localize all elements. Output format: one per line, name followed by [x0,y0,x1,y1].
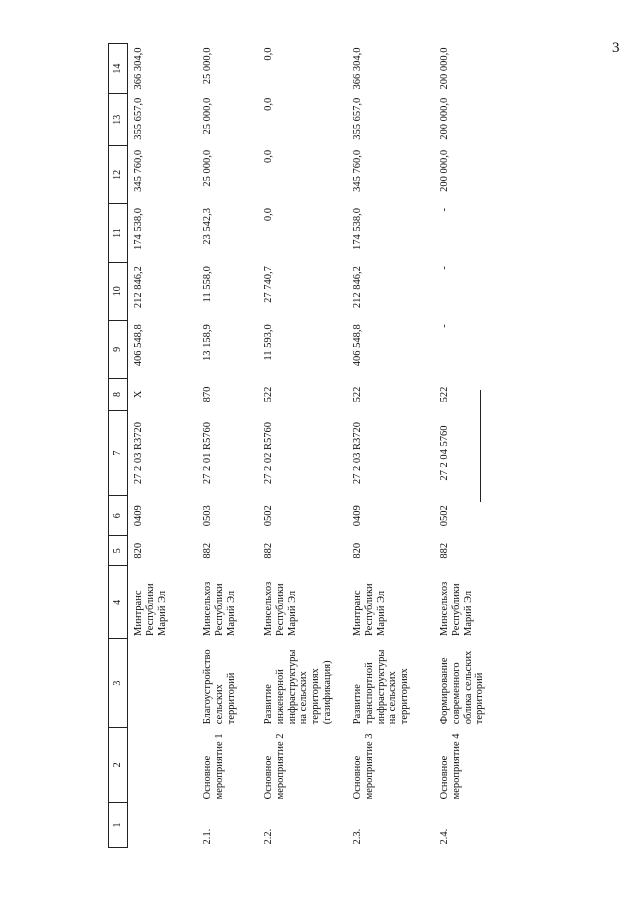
table-cell: 13 158,9 [202,324,213,361]
table-cell: Основное мероприятие 3 [352,733,375,800]
table-cell: - [439,324,450,328]
table-row [197,44,258,848]
column-header: 4 [109,566,128,639]
table-cell: 11 593,0 [263,324,274,361]
table-row [434,44,501,848]
table-cell: Развитие инженерной инфраструктуры на сельских территориях (газификация) [263,649,333,725]
table-cell: 820 [133,542,144,559]
table-cell: Благоустройство сельских территорий [202,649,237,725]
column-header: 13 [109,94,128,146]
table-cell: Развитие транспортной инфраструктуры на сельских территориях [352,649,410,725]
table-cell: Минтранс Республики Марий Эл [352,583,387,636]
table-cell: 0409 [133,505,144,527]
table-cell: Формирование современного облика сельских территорий [439,650,486,725]
table-cell: 0,0 [263,47,274,61]
table-cell: 212 846,2 [352,266,363,309]
table-cell [128,727,198,802]
table-cell: - [439,266,450,270]
table-cell: 0503 [202,505,213,527]
table-cell: 0,0 [263,97,274,111]
table-cell: 882 [202,542,213,559]
table-cell: 0502 [263,505,274,527]
table-cell: 355 657,0 [352,97,363,140]
header-row [109,44,128,848]
budget-table [108,43,501,848]
table-cell: 366 304,0 [133,47,144,90]
table-cell: 870 [202,386,213,403]
table-cell: X [133,390,144,399]
table-cell: 174 538,0 [352,207,363,250]
table-cell: 27 2 03 R3720 [133,422,144,485]
table-cell: 2.4. [439,828,450,845]
column-header: 5 [109,536,128,566]
column-header: 12 [109,146,128,204]
table-cell: 882 [439,542,450,559]
table-cell: 0,0 [263,207,274,222]
table-cell: 0409 [352,505,363,527]
column-header: 1 [109,802,128,847]
table-cell: 25 000,0 [202,149,213,187]
column-header: 9 [109,320,128,378]
table-cell: 2.2. [263,828,274,845]
column-header: 2 [109,727,128,802]
table-cell: 355 657,0 [133,97,144,140]
table-cell: 882 [263,542,274,559]
table-cell: Основное мероприятие 1 [202,733,225,800]
column-header: 8 [109,378,128,410]
table-cell: Минтранс Республики Марий Эл [133,583,168,636]
table-row [347,44,434,848]
table-cell: 212 846,2 [133,266,144,309]
table-cell: 522 [263,386,274,403]
table-cell: 27 2 03 R3720 [352,422,363,485]
column-header: 7 [109,410,128,495]
table-cell: 406 548,8 [352,324,363,367]
table-cell: Минсельхоз Республики Марий Эл [439,581,474,636]
table-cell: 25 000,0 [202,97,213,135]
table-cell: 345 760,0 [352,149,363,192]
table-cell: 27 2 04 5760 [439,425,450,481]
table-cell: 0502 [439,505,450,527]
table-cell: 200 000,0 [439,149,450,192]
table-cell: 522 [352,386,363,403]
table-cell: 200 000,0 [439,97,450,140]
table-cell: 522 [439,386,450,403]
table-cell: Минсельхоз Республики Марий Эл [263,581,298,636]
table-cell: 200 000,0 [439,47,450,90]
table-cell: 23 542,3 [202,207,213,245]
rotated-table-container [108,43,538,848]
table-cell: 366 304,0 [352,47,363,90]
page-number: 3 [612,40,620,56]
table-cell [128,639,198,727]
table-cell: 820 [352,542,363,559]
table-cell: Основное мероприятие 2 [263,733,286,800]
table-cell: Основное мероприятие 4 [439,733,462,800]
table-cell: 11 558,0 [202,266,213,303]
table-cell: 2.1. [202,828,213,845]
table-cell [128,802,198,847]
table-cell: 25 000,0 [202,47,213,85]
table-cell: 2.3. [352,828,363,845]
table-cell: Минсельхоз Республики Марий Эл [202,581,237,636]
column-header: 6 [109,496,128,536]
table-cell: 174 538,0 [133,207,144,250]
table-cell: 27 740,7 [263,266,274,303]
table-cell: 27 2 02 R5760 [263,422,274,485]
column-header: 14 [109,44,128,94]
table-cell: 0,0 [263,149,274,163]
column-header: 3 [109,639,128,727]
table-cell: - [439,207,450,212]
table-cell: 345 760,0 [133,149,144,192]
table-row [128,44,198,848]
signature-line [480,390,481,502]
table-cell: 406 548,8 [133,324,144,367]
table-cell: 27 2 01 R5760 [202,422,213,485]
column-header: 10 [109,262,128,320]
table-row [258,44,347,848]
column-header: 11 [109,204,128,262]
